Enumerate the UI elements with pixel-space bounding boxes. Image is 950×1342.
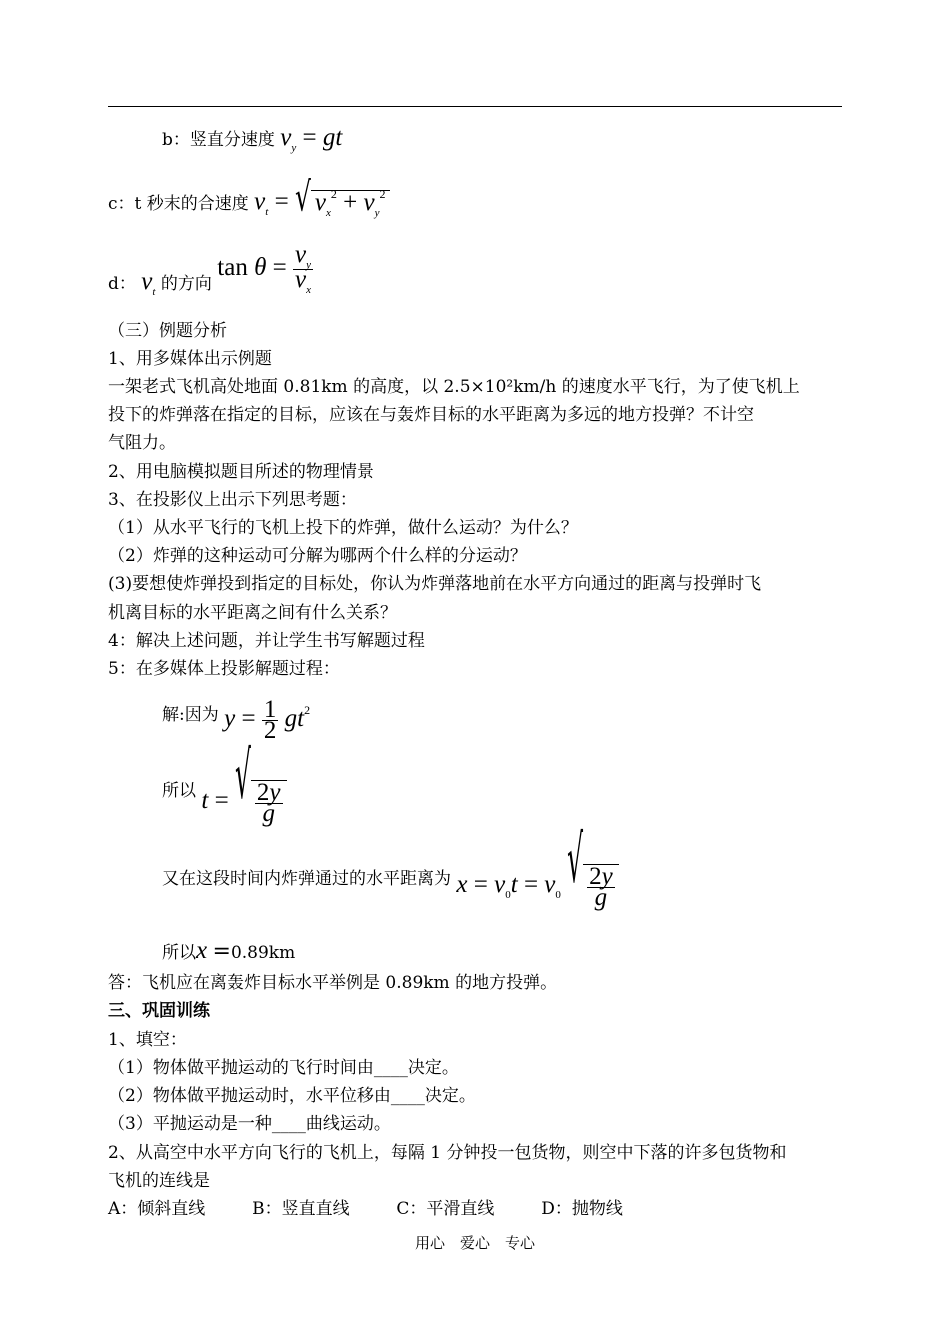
formula-d: d： $v_t$ 的方向 tan θ = $\frac{v_y}{v_x}$ xyxy=(108,241,311,299)
solution-step-1-label: 解:因为 xyxy=(162,705,219,726)
answer-line: 答：飞机应在离轰炸目标水平举例是 0.89km 的地方投弹。 xyxy=(108,973,558,993)
line-4: 4：解决上述问题，并让学生书写解题过程 xyxy=(108,631,425,651)
formula-d-math: tan θ = $\frac{v_y}{v_x}$ xyxy=(217,241,311,296)
fill-1: （1）物体做平抛运动的飞行时间由____决定。 xyxy=(108,1058,459,1078)
page-footer: 用心 爱心 专心 xyxy=(414,1234,535,1252)
formula-c-label: c：t 秒末的合速度 xyxy=(108,194,249,215)
think-3a: (3)要想使炸弹投到指定的目标处，你认为炸弹落地前在水平方向通过的距离与投弹时飞 xyxy=(108,574,762,594)
practice-1: 1、填空： xyxy=(108,1030,187,1050)
line-5: 5：在多媒体上投影解题过程： xyxy=(108,659,340,679)
formula-d-label: d： xyxy=(108,274,136,295)
option-a: A：倾斜直线 xyxy=(108,1199,206,1219)
header-rule xyxy=(108,106,842,107)
solution-step-1: 解:因为 y = $\frac{1}{2}$ $gt^2$ xyxy=(162,696,311,744)
practice-2b: 飞机的连线是 xyxy=(108,1171,210,1191)
line-2: 2、用电脑模拟题目所述的物理情景 xyxy=(108,462,374,482)
practice-2a: 2、从高空中水平方向飞行的飞机上，每隔 1 分钟投一包货物，则空中下落的许多包货物和 xyxy=(108,1143,787,1163)
line-3: 3、在投影仪上出示下列思考题： xyxy=(108,490,357,510)
solution-step-4-label: 所以 xyxy=(162,943,196,963)
formula-b-label: b：竖直分速度 xyxy=(162,130,275,150)
formula-b xyxy=(162,124,343,154)
question-line-1: 一架老式飞机高处地面 0.81km 的高度，以 2.5×10²km/h 的速度水平飞行，为了使飞机上 xyxy=(108,377,800,397)
think-2: （2）炸弹的这种运动可分解为哪两个什么样的分运动？ xyxy=(108,546,527,566)
solution-step-3: 又在这段时间内炸弹通过的水平距离为 $x = v_0t = v_0$ √ $\frac{2y}{g}$ xyxy=(162,864,619,908)
solution-step-4: 所以x =0.89km xyxy=(162,937,296,964)
question-line-2: 投下的炸弹落在指定的目标，应该在与轰炸目标的水平距离为多远的地方投弹？不计空 xyxy=(108,405,754,425)
solution-step-3-label: 又在这段时间内炸弹通过的水平距离为 xyxy=(162,868,451,889)
solution-value: 0.89km xyxy=(230,943,296,963)
solution-step-2: 所以 t = √ $\frac{2y}{g}$ xyxy=(162,780,287,824)
think-1: （1）从水平飞行的飞机上投下的炸弹，做什么运动？为什么？ xyxy=(108,518,578,538)
option-c: C：平滑直线 xyxy=(396,1199,495,1219)
formula-d-mid: 的方向 xyxy=(160,274,212,295)
options-row xyxy=(108,1199,623,1219)
option-b: B：竖直直线 xyxy=(252,1199,350,1219)
practice-title: 三、巩固训练 xyxy=(108,1001,210,1021)
section-title: （三）例题分析 xyxy=(108,321,227,341)
formula-c xyxy=(108,173,390,221)
option-d: D：抛物线 xyxy=(541,1199,623,1219)
fill-2: （2）物体做平抛运动时，水平位移由____决定。 xyxy=(108,1086,476,1106)
question-line-3: 气阻力。 xyxy=(108,433,176,453)
formula-c-math: $v_t$ = √ $v_x^2 + v_y^2$ xyxy=(254,188,389,215)
formula-b-math: $v_y$ = gt xyxy=(280,124,343,154)
line-1: 1、用多媒体出示例题 xyxy=(108,349,272,369)
think-3b: 机离目标的水平距离之间有什么关系？ xyxy=(108,603,397,623)
solution-step-2-label: 所以 xyxy=(162,780,196,801)
fill-3: （3）平抛运动是一种____曲线运动。 xyxy=(108,1114,391,1134)
